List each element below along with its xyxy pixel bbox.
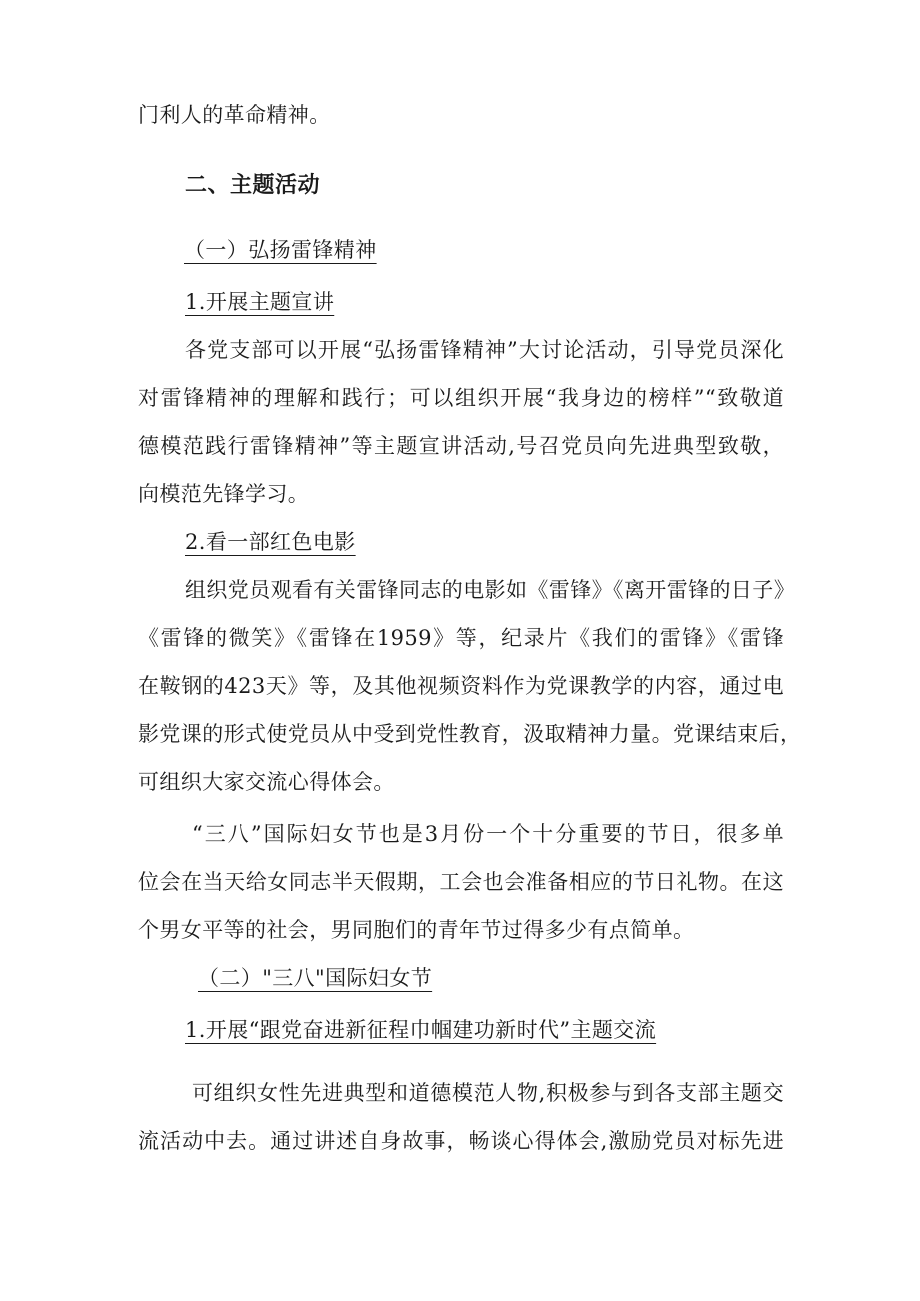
paragraph-line: 各党支部可以开展“弘扬雷锋精神”大讨论活动，引导党员深化	[185, 338, 784, 362]
subsection-title-1: （一）弘扬雷锋精神	[184, 238, 377, 262]
paragraph-line: 影党课的形式使党员从中受到党性教育，汲取精神力量。党课结束后，	[138, 722, 802, 746]
paragraph-line: 在鞍钢的423天》等，及其他视频资料作为党课教学的内容，通过电	[138, 674, 784, 698]
paragraph-line: 可组织大家交流心得体会。	[138, 770, 395, 794]
item-title-1-2: 2.看一部红色电影	[185, 530, 356, 554]
paragraph-line: 对雷锋精神的理解和践行；可以组织开展“我身边的榜样”“致敬道	[138, 386, 784, 410]
paragraph-line: 可组织女性先进典型和道德模范人物,积极参与到各支部主题交	[192, 1081, 784, 1105]
paragraph-line: 门利人的革命精神。	[138, 103, 331, 127]
paragraph-line: 《雷锋的微笑》《雷锋在1959》等，纪录片《我们的雷锋》《雷锋	[138, 626, 784, 650]
paragraph-line: 流活动中去。通过讲述自身故事，畅谈心得体会,激励党员对标先进	[138, 1129, 784, 1153]
paragraph-line: 向模范先锋学习。	[138, 482, 310, 506]
paragraph-line: “三八”国际妇女节也是3月份一个十分重要的节日，很多单	[192, 822, 784, 846]
paragraph-line: 个男女平等的社会，男同胞们的青年节过得多少有点简单。	[138, 918, 695, 942]
item-title-2-1: 1.开展“跟党奋进新征程巾帼建功新时代”主题交流	[185, 1018, 657, 1042]
section-heading: 二、主题活动	[185, 173, 321, 198]
paragraph-line: 位会在当天给女同志半天假期，工会也会准备相应的节日礼物。在这	[138, 870, 784, 894]
paragraph-line: 组织党员观看有关雷锋同志的电影如《雷锋》《离开雷锋的日子》	[185, 578, 796, 602]
paragraph-line: 德模范践行雷锋精神”等主题宣讲活动,号召党员向先进典型致敬，	[138, 434, 784, 458]
subsection-title-2: （二）"三八"国际妇女节	[198, 966, 433, 990]
item-title-1-1: 1.开展主题宣讲	[185, 290, 335, 314]
